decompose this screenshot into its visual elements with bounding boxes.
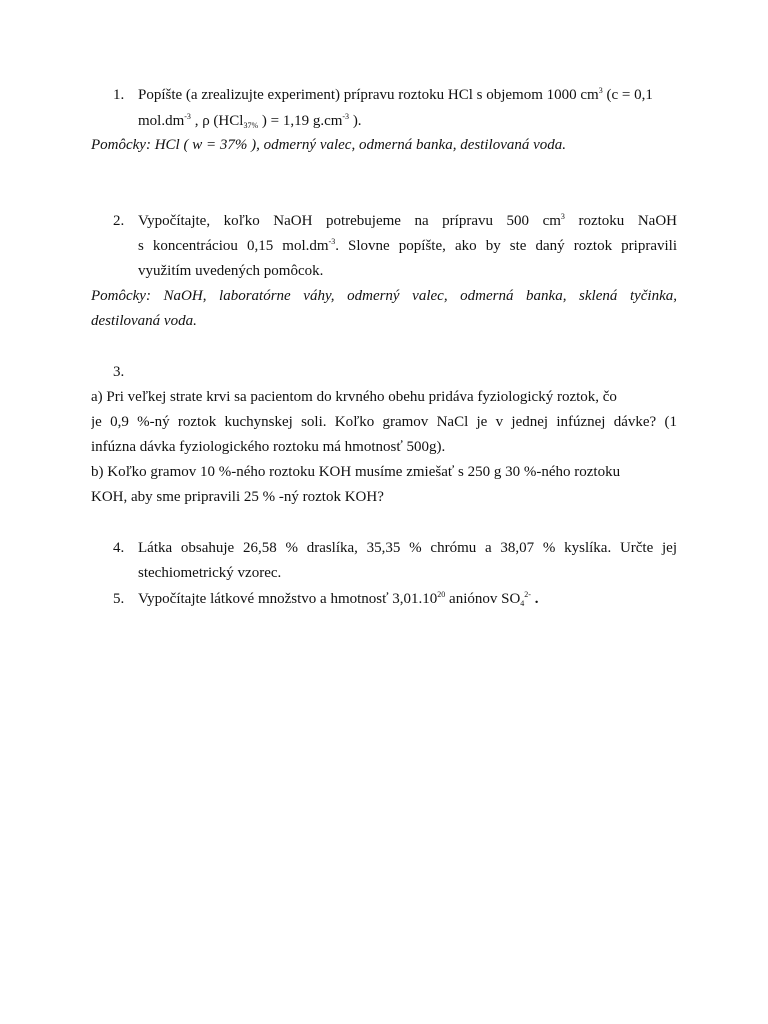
q3b-line-1: b) Koľko gramov 10 %-ného roztoku KOH musíme zmiešať s 250 g 30 %-ného roztoku xyxy=(91,464,621,480)
q3-heading xyxy=(0,362,768,382)
q3b-line-2: KOH, aby sme pripravili 25 % -ný roztok KOH? xyxy=(91,489,384,505)
q2-aids-1: Pomôcky: NaOH, laboratórne váhy, odmerný valec, odmerná banka, sklená tyčinka, xyxy=(91,288,677,304)
q3a-line-2: je 0,9 %-ný roztok kuchynskej soli. Koľko gramov NaCl je v jednej infúznej dávke? (1 xyxy=(91,414,677,430)
q1-line-1: 1. Popíšte (a zrealizujte experiment) prípravu roztoku HCl s objemom 1000 $cm^3$ (c = 0,1 xyxy=(113,86,653,103)
q3a-line-3: infúzna dávka fyziologického roztoku má hmotnosť 500g). xyxy=(91,439,446,455)
q3-number: 3. xyxy=(113,364,125,380)
q2-line-2: s koncentráciou 0,15 $mol.dm^{-3}$. Slovne popíšte, ako by ste daný roztok pripravili xyxy=(138,237,677,254)
q1-aids: Pomôcky: HCl ( w = 37% ), odmerný valec, odmerná banka, destilovaná voda. xyxy=(91,137,567,153)
q4-number: 4. xyxy=(113,540,125,556)
q2-aids-2: destilovaná voda. xyxy=(91,313,197,329)
q5-line: 5. Vypočítajte látkové množstvo a hmotnosť 3,01.10$^{20}$ aniónov $SO_4^{2-}$ . xyxy=(113,590,539,608)
q5-number: 5. xyxy=(113,591,125,607)
q4-line-1: 4. Látka obsahuje 26,58 % draslíka, 35,35 % chrómu a 38,07 % kyslíka. Určte jej xyxy=(113,540,677,556)
q1-line-2: $mol.dm^{-3}$ , ρ (HCl$_{37\%}$ ) = 1,19 $g.cm^{-3}$ ). xyxy=(138,112,362,130)
q3a-line-1: a) Pri veľkej strate krvi sa pacientom do krvného obehu pridáva fyziologický roztok, čo xyxy=(91,389,617,405)
q2-line-3: využitím uvedených pomôcok. xyxy=(138,263,324,279)
q2-line-1: 2. Vypočítajte, koľko NaOH potrebujeme na prípravu 500 $cm^3$ roztoku NaOH xyxy=(113,212,677,229)
q1-number: 1. xyxy=(113,87,125,103)
q4-line-2: stechiometrický vzorec. xyxy=(138,565,282,581)
q2-number: 2. xyxy=(113,213,125,229)
